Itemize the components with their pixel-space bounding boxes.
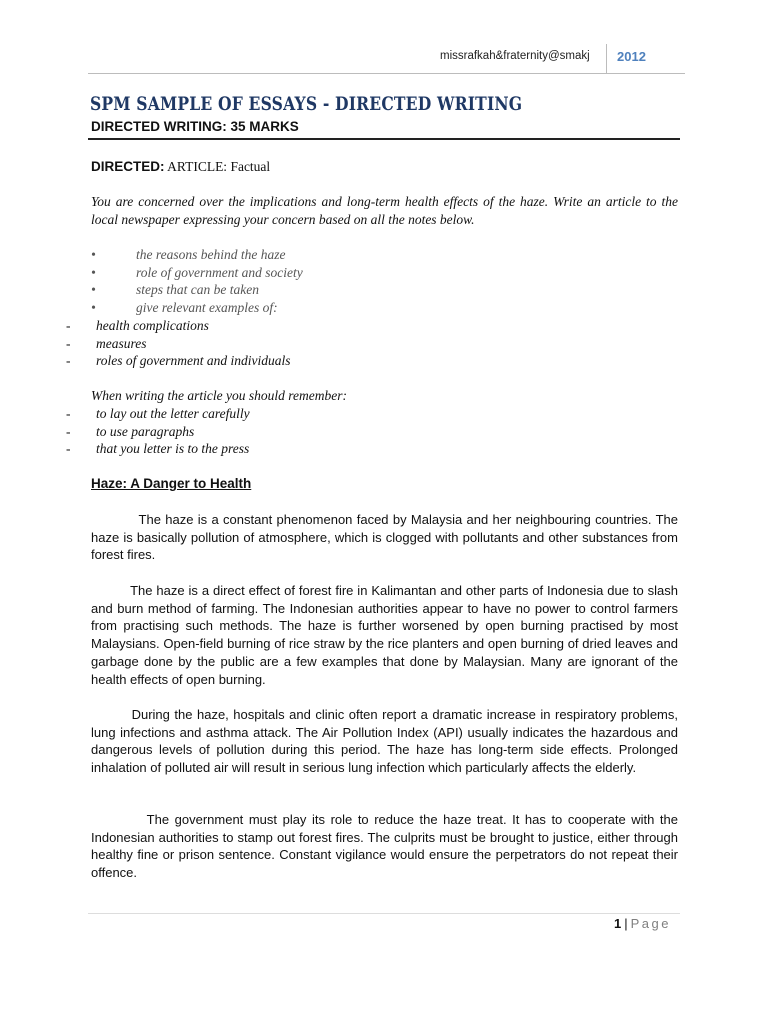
dash-marker: - xyxy=(66,441,71,457)
remember-intro: When writing the article you should remember: xyxy=(91,388,347,403)
title-rule xyxy=(88,138,680,140)
dash-marker: - xyxy=(66,318,71,333)
header-year: 2012 xyxy=(617,49,646,64)
dash-text: measures xyxy=(96,335,147,351)
dash-marker: - xyxy=(66,423,71,439)
bullet-marker: • xyxy=(91,264,96,280)
document-title: SPM SAMPLE OF ESSAYS - DIRECTED WRITING xyxy=(90,93,523,115)
directed-line xyxy=(91,158,270,176)
essay-paragraph: During the haze, hospitals and clinic often report a dramatic increase in respiratory problems, lung infections and asthma attack. The Air Pollution Index (API) usually indicates the hazardous and dangerous levels of pollution during this period. The haze has long-term side effects. Prolonged inhalation of polluted air will result in serious lung infection which particularly affects the elderly. xyxy=(91,707,678,776)
page-number: 1 xyxy=(614,916,622,931)
bullet-marker: • xyxy=(91,299,96,315)
bullet-text: the reasons behind the haze xyxy=(136,247,286,262)
footer-separator: | xyxy=(624,916,628,931)
dash-marker: - xyxy=(66,406,71,421)
dash-text: to lay out the letter carefully xyxy=(96,406,250,421)
bullet-marker: • xyxy=(91,282,96,298)
header-rule xyxy=(88,73,685,74)
dash-text: roles of government and individuals xyxy=(96,353,291,369)
bullet-text: steps that can be taken xyxy=(136,282,259,298)
page-label: Page xyxy=(630,916,671,931)
dash-marker: - xyxy=(66,353,71,369)
dash-marker: - xyxy=(66,335,71,351)
header-divider xyxy=(606,44,607,74)
essay-title: Haze: A Danger to Health xyxy=(91,476,252,491)
dash-text: health complications xyxy=(96,318,209,333)
task-instruction: You are concerned over the implications and long-term health effects of the haze. Write an article to the local newspaper expressing your concern based on all the notes below. xyxy=(91,194,678,227)
document-subtitle: DIRECTED WRITING: 35 MARKS xyxy=(91,119,299,134)
essay-paragraph: The haze is a constant phenomenon faced by Malaysia and her neighbouring countries. The haze is basically pollution of atmosphere, which is clogged with pollutants and other substances from forest fires. xyxy=(91,512,678,563)
bullet-text: give relevant examples of: xyxy=(136,299,278,315)
directed-value: ARTICLE: Factual xyxy=(164,159,271,174)
bullet-marker: • xyxy=(91,247,96,262)
directed-label: DIRECTED: xyxy=(91,159,165,174)
dash-text: to use paragraphs xyxy=(96,423,195,439)
header-author: missrafkah&fraternity@smakj xyxy=(440,50,590,62)
essay-paragraph: The haze is a direct effect of forest fire in Kalimantan and other parts of Indonesia due to slash and burn method of farming. The Indonesian authorities appear to have no power to control farmers from practising such methods. The haze is further worsened by open burning practised by most Malaysians. Open-field burning of rice straw by the rice planters and open burning of dried leaves and garbage done by the public are a few examples that done by Malaysian. Many are ignorant of the health effects of open burning. xyxy=(91,583,678,687)
essay-paragraph: The government must play its role to reduce the haze treat. It has to cooperate with the Indonesian authorities to stamp out forest fires. The culprits must be brought to justice, either through healthy fine or prison sentence. Constant vigilance would ensure the perpetrators do not repeat their offence. xyxy=(91,812,678,881)
dash-text: that you letter is to the press xyxy=(96,441,250,457)
footer-rule xyxy=(88,913,680,914)
bullet-text: role of government and society xyxy=(136,264,303,280)
page-footer xyxy=(614,916,671,931)
